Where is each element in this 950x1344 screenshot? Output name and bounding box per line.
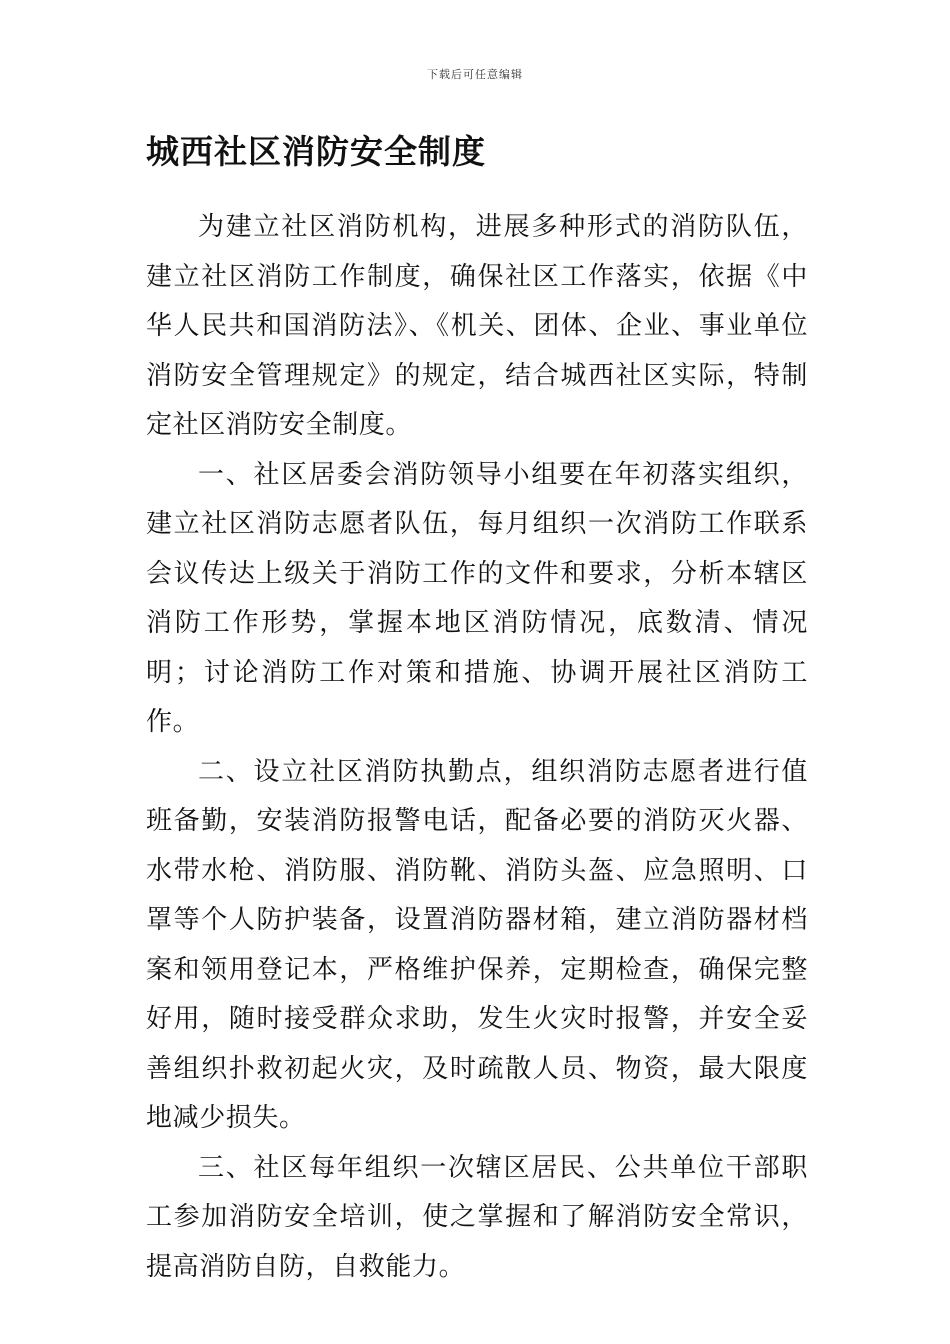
paragraph-item-2: 二、设立社区消防执勤点，组织消防志愿者进行值班备勤，安装消防报警电话，配备必要的消防灭火器、水带水枪、消防服、消防靴、消防头盔、应急照明、口罩等个人防护装备，设置消防器材箱，建立消防器材档案和领用登记本，严格维护保养，定期检查，确保完整好用，随时接受群众求助，发生火灾时报警，并安全妥善组织扑救初起火灾，及时疏散人员、物资，最大限度地减少损失。 xyxy=(146,756,808,1133)
paragraph-intro: 为建立社区消防机构，进展多种形式的消防队伍，建立社区消防工作制度，确保社区工作落实，依据《中华人民共和国消防法》、《机关、团体、企业、事业单位消防安全管理规定》的规定，结合城西社区实际，特制定社区消防安全制度。 xyxy=(146,212,808,440)
document-body xyxy=(146,203,808,1292)
document-title: 城西社区消防安全制度 xyxy=(146,132,486,171)
paragraph-item-3: 三、社区每年组织一次辖区居民、公共单位干部职工参加消防安全培训，使之掌握和了解消防安全常识，提高消防自防，自救能力。 xyxy=(146,1152,808,1282)
paragraph-item-1: 一、社区居委会消防领导小组要在年初落实组织，建立社区消防志愿者队伍，每月组织一次消防工作联系会议传达上级关于消防工作的文件和要求，分析本辖区消防工作形势，掌握本地区消防情况，底数清、情况明；讨论消防工作对策和措施、协调开展社区消防工作。 xyxy=(146,459,808,737)
header-note: 下载后可任意编辑 xyxy=(427,68,523,81)
